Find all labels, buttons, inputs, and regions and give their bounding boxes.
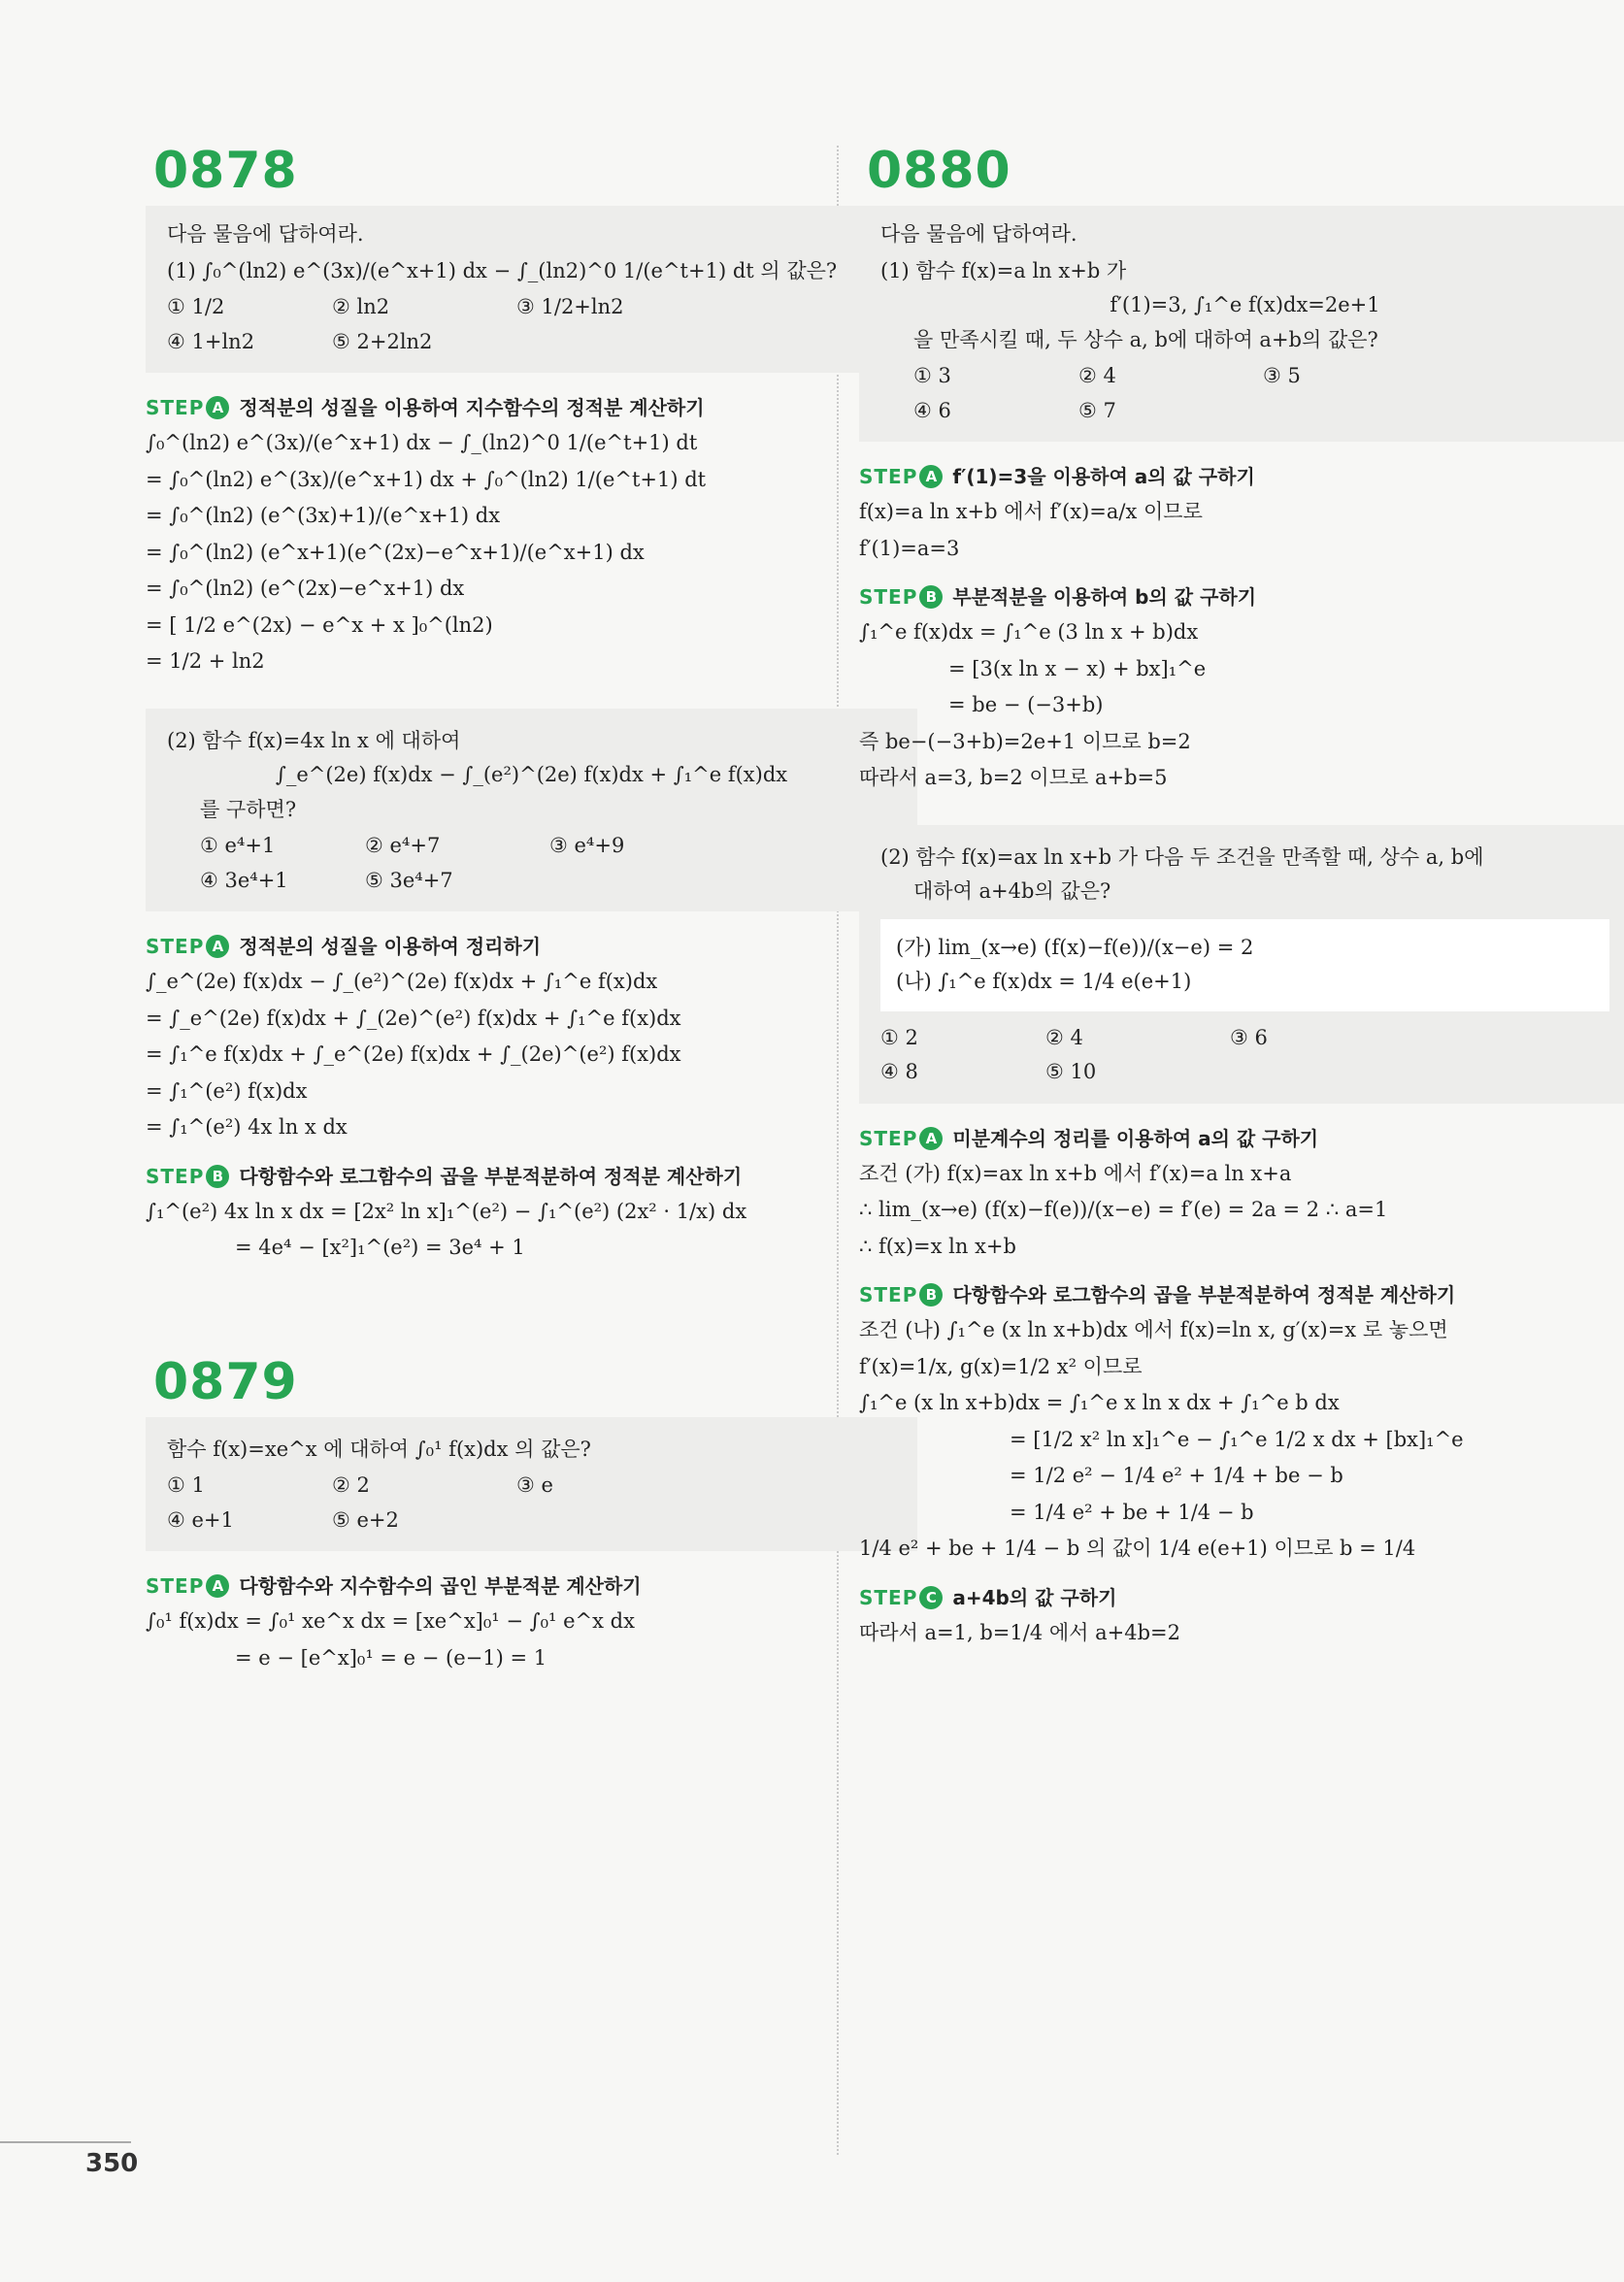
step-title: 정적분의 성질을 이용하여 지수함수의 정적분 계산하기 [239,396,705,419]
solution-block [859,1618,1624,1649]
solution-line: = ∫_e^(2e) f(x)dx + ∫_(2e)^(e²) f(x)dx + ∫₁^e f(x)dx [146,1006,681,1030]
step-tag: STEP [859,585,918,609]
solution-line: = 1/2 + ln2 [146,649,265,673]
choice-4[interactable]: ④ 6 [913,398,951,422]
choice-5[interactable]: ⑤ 3e⁴+7 [365,868,453,892]
solution-line: f′(x)=1/x, g(x)=1/2 x² 이므로 [859,1354,1143,1378]
choice-5[interactable]: ⑤ 10 [1045,1060,1097,1083]
solution-line: = 1/4 e² + be + 1/4 − b [1010,1500,1254,1524]
condition-ga: (가) lim_(x→e) (f(x)−f(e))/(x−e) = 2 [896,935,1254,959]
solution-line: 1/4 e² + be + 1/4 − b 의 값이 1/4 e(e+1) 이므로 b = 1/4 [859,1537,1416,1560]
solution-block [146,428,917,678]
step-tag: STEP [859,465,918,488]
choice-3[interactable]: ③ 1/2+ln2 [516,295,624,318]
condition-na: (나) ∫₁^e f(x)dx = 1/4 e(e+1) [896,970,1192,993]
step-title: 다항함수와 로그함수의 곱을 부분적분하여 정적분 계산하기 [952,1283,1456,1306]
question-expression: ∫_e^(2e) f(x)dx − ∫_(e²)^(2e) f(x)dx + ∫₁^e f(x)dx [275,763,788,786]
solution-line: ∫₁^(e²) 4x ln x dx = [2x² ln x]₁^(e²) − ∫₁^(e²) (2x² · 1/x) dx [146,1199,747,1223]
question-box-0880-1 [859,206,1624,442]
choice-5[interactable]: ⑤ 2+2ln2 [332,329,433,353]
choice-1[interactable]: ① e⁴+1 [200,834,276,857]
solution-line: ∫_e^(2e) f(x)dx − ∫_(e²)^(2e) f(x)dx + ∫₁^e f(x)dx [146,970,658,993]
solution-line: 조건 (가) f(x)=ax ln x+b 에서 f′(x)=a ln x+a [859,1161,1292,1185]
choice-3[interactable]: ③ 6 [1230,1025,1268,1049]
solution-block [859,1315,1624,1565]
question-condition: f′(1)=3, ∫₁^e f(x)dx=2e+1 [1110,293,1380,316]
step-tag: STEP [859,1126,918,1150]
step-letter-icon: A [206,1574,229,1598]
choice-1[interactable]: ① 1 [167,1473,205,1497]
solution-line: 즉 be−(−3+b)=2e+1 이므로 b=2 [859,729,1191,753]
solution-line: ∫₀¹ f(x)dx = ∫₀¹ xe^x dx = [xe^x]₀¹ − ∫₀¹ e^x dx [146,1609,635,1633]
solution-line: = [1/2 x² ln x]₁^e − ∫₁^e 1/2 x dx + [bx]₁^e [1010,1427,1464,1451]
choice-list [880,1023,1609,1088]
problem-number-0880: 0880 [867,142,1011,200]
solution-line: 따라서 a=1, b=1/4 에서 a+4b=2 [859,1620,1180,1644]
choice-4[interactable]: ④ 8 [880,1060,918,1083]
choice-1[interactable]: ① 3 [913,364,951,387]
step-heading [146,392,917,420]
solution-block [859,497,1624,564]
step-title: 다항함수와 지수함수의 곱인 부분적분 계산하기 [239,1574,642,1598]
step-tag: STEP [859,1585,918,1609]
question-text-cont: 대하여 a+4b의 값은? [913,879,1111,903]
step-heading [146,1161,917,1189]
choice-1[interactable]: ① 1/2 [167,295,225,318]
step-letter-icon: A [919,1127,943,1150]
solution-block [859,617,1624,794]
question-tail: 를 구하면? [200,797,297,821]
question-box-0879 [146,1417,917,1552]
choice-4[interactable]: ④ e+1 [167,1507,234,1532]
question-text: (1) 함수 f(x)=a ln x+b 가 [880,258,1127,282]
solution-line: = ∫₀^(ln2) (e^(2x)−e^x+1) dx [146,577,465,600]
choice-4[interactable]: ④ 1+ln2 [167,329,255,353]
question-prompt: 다음 물음에 답하여라. [880,222,1077,246]
step-title: f′(1)=3을 이용하여 a의 값 구하기 [952,465,1255,488]
step-tag: STEP [146,935,205,958]
choice-2[interactable]: ② ln2 [332,295,390,318]
step-title: 정적분의 성질을 이용하여 정리하기 [239,935,542,958]
solution-line: ∫₁^e f(x)dx = ∫₁^e (3 ln x + b)dx [859,620,1199,644]
question-text: (1) ∫₀^(ln2) e^(3x)/(e^x+1) dx − ∫_(ln2)^0 1/(e^t+1) dt 의 값은? [167,258,838,282]
step-tag: STEP [859,1283,918,1306]
solution-line: = be − (−3+b) [948,693,1104,716]
step-tag: STEP [146,1574,205,1598]
question-text: 함수 f(x)=xe^x 에 대하여 ∫₀¹ f(x)dx 의 값은? [167,1437,591,1461]
problem-number-0878: 0878 [153,142,298,200]
question-box-0880-2 [859,825,1624,1104]
step-tag: STEP [146,396,205,419]
choice-3[interactable]: ③ e [516,1473,553,1497]
question-text: (2) 함수 f(x)=ax ln x+b 가 다음 두 조건을 만족할 때, 상수 a, b에 [880,844,1484,869]
page-number: 350 [85,2149,139,2178]
choice-5[interactable]: ⑤ e+2 [332,1507,399,1532]
solution-line: 조건 (나) ∫₁^e (x ln x+b)dx 에서 f(x)=ln x, g′(x)=x 로 놓으면 [859,1318,1448,1341]
solution-line: = ∫₁^(e²) 4x ln x dx [146,1115,348,1139]
question-prompt: 다음 물음에 답하여라. [167,222,364,246]
problem-number-0879: 0879 [153,1352,298,1411]
step-title: 다항함수와 로그함수의 곱을 부분적분하여 정적분 계산하기 [239,1164,743,1188]
solution-block [146,1197,917,1264]
question-box-0878-1 [146,206,917,373]
choice-list [167,831,896,896]
solution-line: ∫₀^(ln2) e^(3x)/(e^x+1) dx − ∫_(ln2)^0 1/(e^t+1) dt [146,431,698,454]
solution-line: = ∫₀^(ln2) (e^(3x)+1)/(e^x+1) dx [146,504,501,527]
choice-3[interactable]: ③ e⁴+9 [549,834,625,857]
choice-list [167,292,896,357]
solution-block [146,1606,917,1673]
condition-box [880,919,1609,1011]
choice-2[interactable]: ② 4 [1078,364,1116,387]
solution-line: = ∫₀^(ln2) e^(3x)/(e^x+1) dx + ∫₀^(ln2) 1/(e^t+1) dt [146,467,707,491]
step-heading [146,931,917,959]
solution-line: = ∫₀^(ln2) (e^x+1)(e^(2x)−e^x+1)/(e^x+1) dx [146,540,645,564]
footer-rule [0,2141,131,2143]
step-tag: STEP [146,1164,205,1188]
step-letter-icon: B [919,1283,943,1306]
solution-line: 따라서 a=3, b=2 이므로 a+b=5 [859,766,1168,789]
question-box-0878-2 [146,709,917,912]
choice-2[interactable]: ② e⁴+7 [365,834,441,857]
step-heading [146,1571,917,1599]
step-letter-icon: C [919,1586,943,1609]
step-letter-icon: A [206,935,229,958]
step-letter-icon: A [919,465,943,488]
question-tail: 을 만족시킬 때, 두 상수 a, b에 대하여 a+b의 값은? [913,327,1378,351]
step-letter-icon: B [919,585,943,609]
solution-line: ∴ lim_(x→e) (f(x)−f(e))/(x−e) = f′(e) = 2a = 2 ∴ a=1 [859,1198,1388,1221]
step-letter-icon: B [206,1165,229,1188]
choice-3[interactable]: ③ 5 [1263,364,1301,387]
choice-4[interactable]: ④ 3e⁴+1 [200,868,288,892]
step-heading [859,1123,1624,1151]
left-column [146,142,917,1679]
solution-block [146,967,917,1143]
solution-line: = e − [e^x]₀¹ = e − (e−1) = 1 [235,1645,547,1670]
solution-line: ∴ f(x)=x ln x+b [859,1234,1016,1258]
step-letter-icon: A [206,396,229,419]
solution-line: = [ 1/2 e^(2x) − e^x + x ]₀^(ln2) [146,612,493,637]
choice-list [167,1471,896,1536]
right-column [859,142,1624,1654]
solution-line: = [3(x ln x − x) + bx]₁^e [948,656,1207,680]
step-title: 미분계수의 정리를 이용하여 a의 값 구하기 [952,1126,1319,1150]
step-heading [859,581,1624,610]
choice-2[interactable]: ② 4 [1045,1025,1083,1049]
solution-line: = ∫₁^e f(x)dx + ∫_e^(2e) f(x)dx + ∫_(2e)^(e²) f(x)dx [146,1042,681,1066]
solution-line: = 1/2 e² − 1/4 e² + 1/4 + be − b [1010,1464,1343,1487]
step-title: 부분적분을 이용하여 b의 값 구하기 [952,585,1257,609]
step-heading [859,1582,1624,1610]
solution-line: = ∫₁^(e²) f(x)dx [146,1078,308,1103]
choice-list [880,361,1609,426]
solution-line: f(x)=a ln x+b 에서 f′(x)=a/x 이므로 [859,500,1203,523]
solution-line: f′(1)=a=3 [859,536,960,560]
step-heading [859,1279,1624,1307]
solution-block [859,1159,1624,1263]
solution-line: ∫₁^e (x ln x+b)dx = ∫₁^e x ln x dx + ∫₁^e b dx [859,1391,1340,1414]
step-title: a+4b의 값 구하기 [952,1585,1117,1609]
choice-2[interactable]: ② 2 [332,1473,370,1497]
choice-1[interactable]: ① 2 [880,1025,918,1049]
solution-line: = 4e⁴ − [x²]₁^(e²) = 3e⁴ + 1 [235,1236,525,1259]
step-heading [859,461,1624,489]
question-text: (2) 함수 f(x)=4x ln x 에 대하여 [167,728,461,752]
choice-5[interactable]: ⑤ 7 [1078,398,1116,422]
